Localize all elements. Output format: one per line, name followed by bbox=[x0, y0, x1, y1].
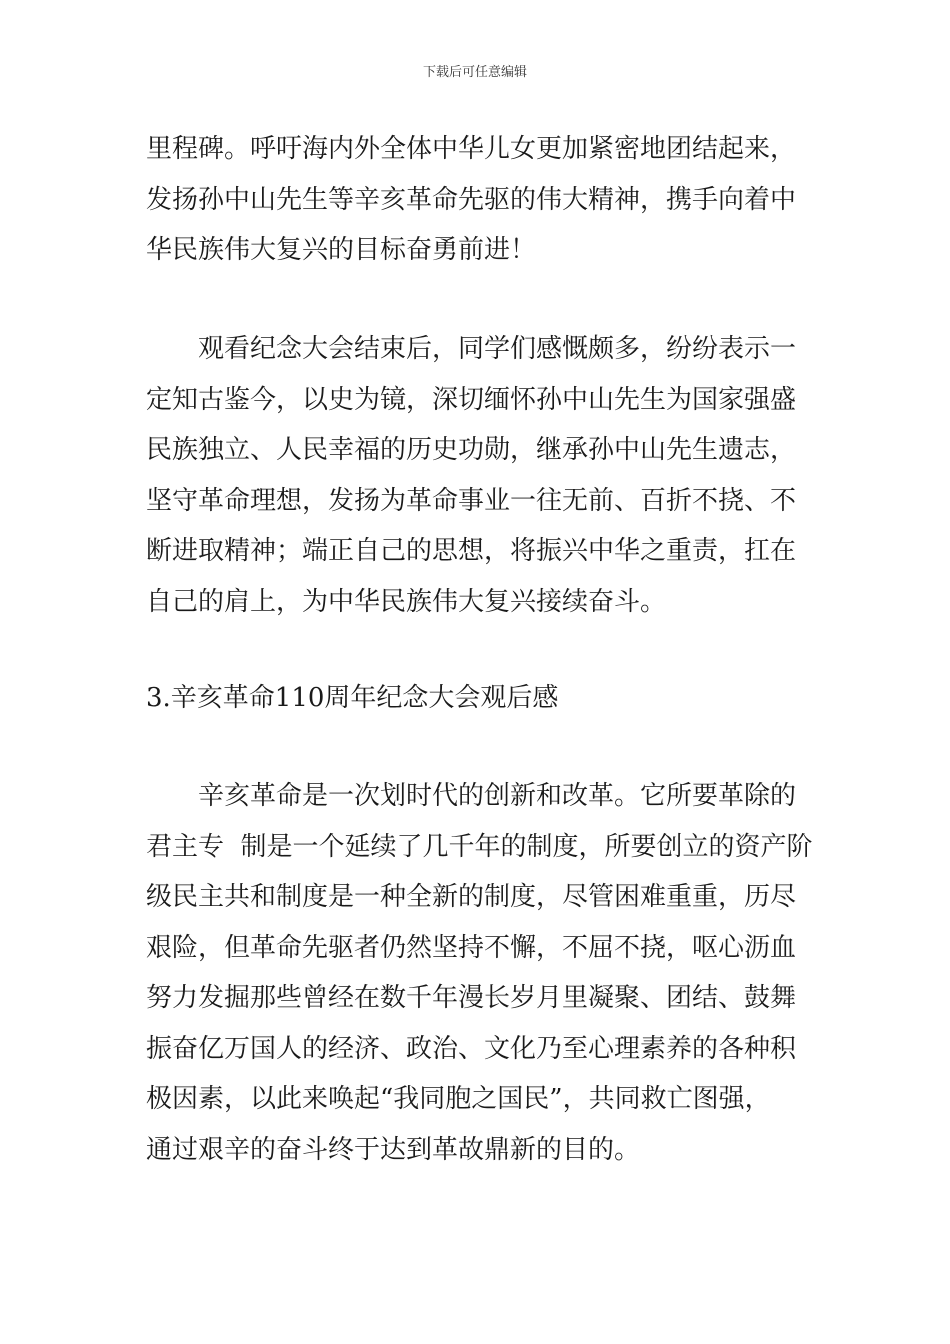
paragraph-line: 辛亥革命是一次划时代的创新和改革。它所要革除的 bbox=[198, 781, 797, 811]
paragraph-line: 断进取精神；端正自己的思想，将振兴中华之重责，扛在 bbox=[146, 536, 797, 566]
paragraph-line: 努力发掘那些曾经在数千年漫长岁月里凝聚、团结、鼓舞 bbox=[146, 983, 797, 1013]
paragraph-line: 坚守革命理想，发扬为革命事业一往无前、百折不挠、不 bbox=[146, 485, 797, 516]
paragraph-line: 通过艰辛的奋斗终于达到革故鼎新的目的。 bbox=[146, 1134, 641, 1165]
paragraph-line: 发扬孙中山先生等辛亥革命先驱的伟大精神，携手向着中 bbox=[146, 184, 797, 215]
paragraph-3 bbox=[146, 771, 813, 1175]
paragraph-line: 君主专 制是一个延续了几千年的制度，所要创立的资产阶 bbox=[146, 831, 813, 862]
page-header-note: 下载后可任意编辑 bbox=[422, 65, 527, 80]
paragraph-line: 定知古鉴今，以史为镜，深切缅怀孙中山先生为国家强盛 bbox=[146, 384, 797, 415]
paragraph-line: 民族独立、人民幸福的历史功勋，继承孙中山先生遗志， bbox=[146, 435, 797, 465]
section-heading bbox=[146, 673, 808, 724]
paragraph-line: 自己的肩上，为中华民族伟大复兴接续奋斗。 bbox=[146, 586, 667, 617]
paragraph-line: 观看纪念大会结束后，同学们感慨颇多，纷纷表示一 bbox=[198, 334, 797, 364]
paragraph-line: 极因素，以此来唤起“我同胞之国民”，共同救亡图强， bbox=[146, 1084, 771, 1114]
paragraph-line: 里程碑。呼吁海内外全体中华儿女更加紧密地团结起来， bbox=[146, 134, 797, 164]
paragraph-line: 艰险，但革命先驱者仍然坚持不懈，不屈不挠，呕心沥血 bbox=[146, 932, 797, 963]
paragraph-2 bbox=[146, 324, 808, 627]
paragraph-line: 振奋亿万国人的经济、政治、文化乃至心理素养的各种积 bbox=[146, 1033, 797, 1064]
paragraph-1 bbox=[146, 124, 808, 276]
paragraph-line: 级民主共和制度是一种全新的制度，尽管困难重重，历尽 bbox=[146, 882, 797, 912]
section-heading-text: 3.辛亥革命110周年纪念大会观后感 bbox=[146, 683, 559, 713]
paragraph-line: 华民族伟大复兴的目标奋勇前进！ bbox=[146, 235, 537, 265]
